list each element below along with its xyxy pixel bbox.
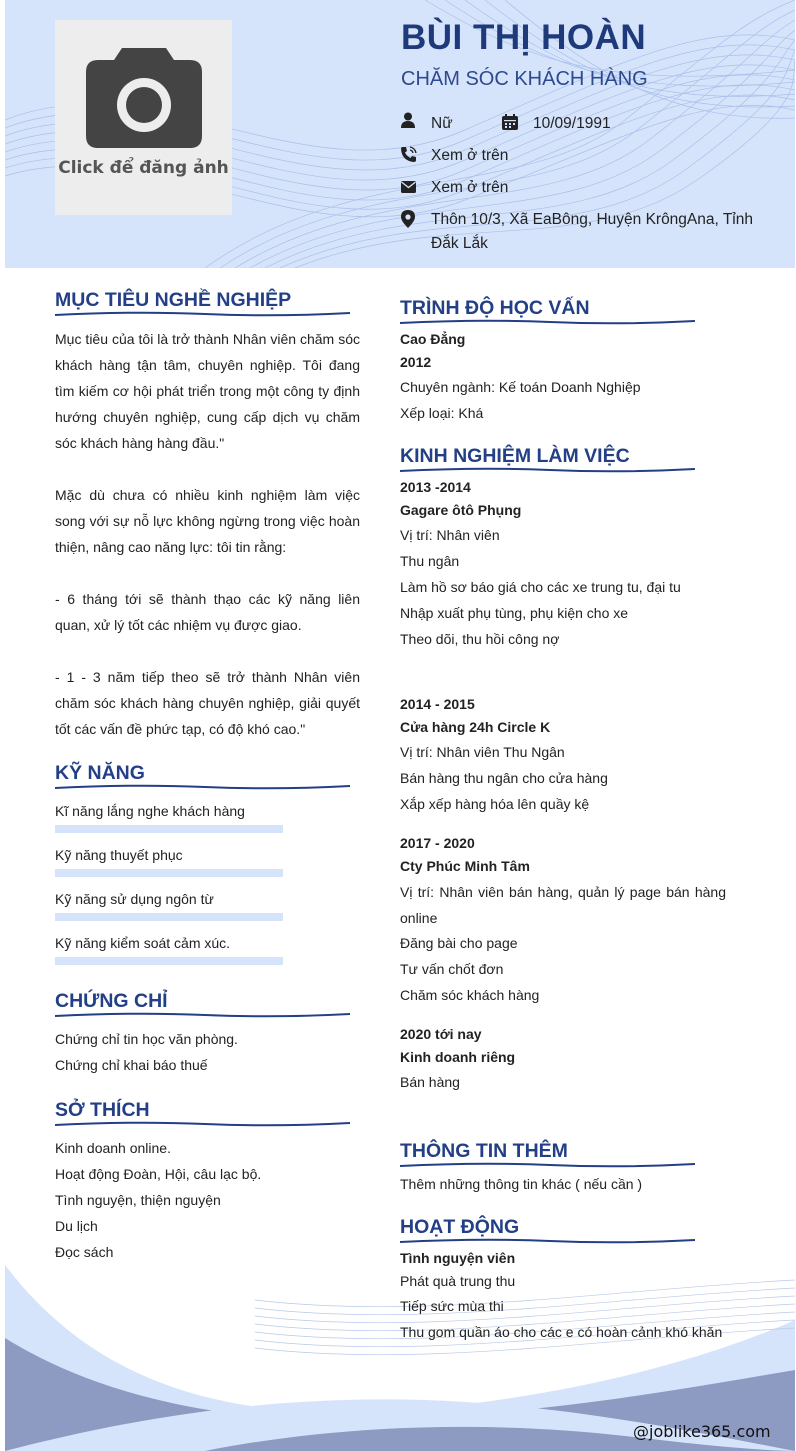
certificate-item: Chứng chỉ khai báo thuế [55,1057,208,1073]
objective-paragraph: Mục tiêu của tôi là trở thành Nhân viên chăm sóc khách hàng tận tâm, chuyên nghiệp. Tôi đang tìm kiếm cơ hội phát triển trong một công ty định hướng chuyên nghiệp, cung cấp dịch vụ chăm sóc khách hàng hàng đầu." [55,331,360,451]
camera-icon [86,48,202,150]
job-detail: Theo dõi, thu hồi công nợ [400,631,560,647]
education-grade: Xếp loại: Khá [400,405,484,421]
job-detail: Thu ngân [400,553,460,569]
email-icon [401,181,416,193]
photo-upload-label: Click để đăng ảnh [58,158,229,178]
job-detail: Xắp xếp hàng hóa lên quầy kệ [400,796,590,812]
job-detail: Làm hồ sơ báo giá cho các xe trung tu, đại tu [400,579,681,595]
photo-upload[interactable] [55,20,232,215]
skills-title: KỸ NĂNG [55,762,145,784]
email-value: Xem ở trên [431,179,509,196]
gender-value: Nữ [431,115,453,132]
education-title: TRÌNH ĐỘ HỌC VẤN [400,297,590,319]
education-school: Cao Đẳng [400,331,466,347]
education-year: 2012 [400,354,432,370]
certificate-item: Chứng chỉ tin học văn phòng. [55,1031,238,1047]
objective-title: MỤC TIÊU NGHỀ NGHIỆP [55,289,292,311]
job-company: Cửa hàng 24h Circle K [400,719,551,735]
hobby-item: Đọc sách [55,1244,114,1260]
job-detail: Đăng bài cho page [400,935,518,951]
hobbies-title-underline [55,1120,350,1128]
certificates-title-underline [55,1011,350,1019]
job-detail: Nhập xuất phụ tùng, phụ kiện cho xe [400,605,629,621]
job-company: Cty Phúc Minh Tâm [400,858,530,874]
phone-value: Xem ở trên [431,147,509,164]
skills-title-underline [55,783,350,791]
skill-bar [55,869,283,877]
activity-item: Phát quà trung thu [400,1273,516,1289]
experience-title-underline [400,466,695,474]
job-detail: Chăm sóc khách hàng [400,987,540,1003]
user-icon [401,112,415,128]
skill-label: Kỹ năng kiểm soát cảm xúc. [55,935,231,951]
job-detail: Bán hàng thu ngân cho cửa hàng [400,770,608,786]
cv-page [5,0,795,1451]
job-period: 2020 tới nay [400,1026,482,1042]
job-detail: Tư vấn chốt đơn [400,961,504,977]
skill-bar [55,825,283,833]
extra-info-text: Thêm những thông tin khác ( nếu cần ) [400,1176,643,1192]
candidate-job-title: CHĂM SÓC KHÁCH HÀNG [401,68,648,90]
certificates-title: CHỨNG CHỈ [55,990,168,1012]
hobbies-title: SỞ THÍCH [55,1099,150,1121]
cv-header [5,0,795,268]
calendar-icon [502,114,518,130]
job-period: 2014 - 2015 [400,696,475,712]
skill-label: Kỹ năng sử dụng ngôn từ [55,891,214,907]
activities-title-underline [400,1237,695,1245]
address-line-2: Đắk Lắk [431,235,488,252]
job-period: 2013 -2014 [400,479,471,495]
job-detail: Vị trí: Nhân viên bán hàng, quản lý page bán hàng online [400,884,726,926]
extra-info-title-underline [400,1161,695,1169]
hobby-item: Hoạt động Đoàn, Hội, câu lạc bộ. [55,1166,262,1182]
objective-title-underline [55,310,350,318]
hobby-item: Du lịch [55,1218,98,1234]
footer-website[interactable]: @joblike365.com [633,1422,771,1441]
activity-item: Tiếp sức mùa thi [400,1298,504,1314]
skill-label: Kĩ năng lắng nghe khách hàng [55,803,245,819]
objective-paragraph: Mặc dù chưa có nhiều kinh nghiệm làm việc song với sự nỗ lực không ngừng trong việc hoàn thiện, nâng cao năng lực: tôi tin rằng: [55,487,360,555]
job-period: 2017 - 2020 [400,835,475,851]
phone-icon [400,146,417,163]
objective-paragraph: - 1 - 3 năm tiếp theo sẽ trở thành Nhân viên chăm sóc khách hàng chuyên nghiệp, giải quyết tốt các vấn đề phức tạp, có độ khó cao." [55,669,360,737]
hobby-item: Kinh doanh online. [55,1140,171,1156]
activity-item: Thu gom quần áo cho các e có hoàn cảnh khó khăn [400,1324,723,1340]
objective-paragraph: - 6 tháng tới sẽ thành thạo các kỹ năng liên quan, xử lý tốt các nhiệm vụ được giao. [55,591,360,633]
skill-bar [55,913,283,921]
objective-text [55,326,360,742]
job-detail: Vị trí: Nhân viên [400,527,500,543]
activities-title: HOẠT ĐỘNG [400,1216,520,1238]
skill-bar [55,957,283,965]
job-company: Kinh doanh riêng [400,1049,516,1065]
job-detail: Bán hàng [400,1074,460,1090]
address-line-1: Thôn 10/3, Xã EaBông, Huyện KrôngAna, Tỉnh [431,211,753,228]
extra-info-title: THÔNG TIN THÊM [400,1140,568,1162]
hobby-item: Tình nguyện, thiện nguyện [55,1192,221,1208]
location-pin-icon [401,210,415,228]
activity-role: Tình nguyện viên [400,1250,516,1266]
skill-label: Kỹ năng thuyết phục [55,847,183,863]
job-company: Gagare ôtô Phụng [400,502,522,518]
job-detail: Vị trí: Nhân viên Thu Ngân [400,744,565,760]
education-major: Chuyên ngành: Kế toán Doanh Nghiệp [400,379,641,395]
birthday-value: 10/09/1991 [533,115,611,132]
education-title-underline [400,318,695,326]
experience-title: KINH NGHIỆM LÀM VIỆC [400,445,630,467]
candidate-name: BÙI THỊ HOÀN [401,18,647,57]
